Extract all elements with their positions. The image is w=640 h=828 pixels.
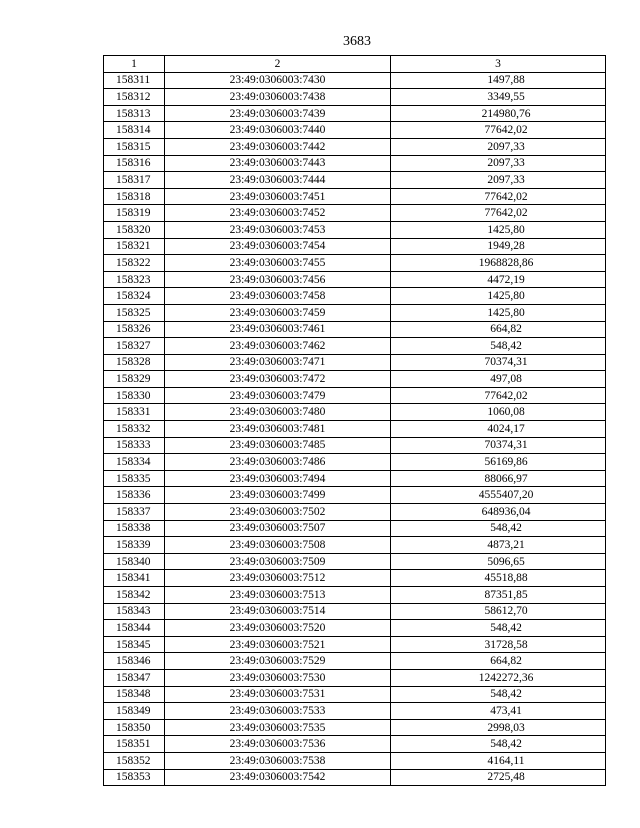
table-row	[104, 387, 606, 404]
value-cell: 1242272,36	[391, 669, 606, 686]
cadastral-number-cell: 23:49:0306003:7536	[165, 736, 391, 753]
value-cell: 2998,03	[391, 719, 606, 736]
value-cell: 45518,88	[391, 570, 606, 587]
row-number-cell: 158327	[104, 338, 165, 355]
row-number-cell: 158335	[104, 470, 165, 487]
cadastral-number-cell: 23:49:0306003:7542	[165, 769, 391, 786]
table-row	[104, 703, 606, 720]
table-row	[104, 404, 606, 421]
value-cell: 473,41	[391, 703, 606, 720]
table-row	[104, 454, 606, 471]
table-row	[104, 719, 606, 736]
cadastral-number-cell: 23:49:0306003:7451	[165, 188, 391, 205]
cadastral-number-cell: 23:49:0306003:7453	[165, 221, 391, 238]
value-cell: 548,42	[391, 338, 606, 355]
table-row	[104, 487, 606, 504]
value-cell: 1497,88	[391, 72, 606, 89]
row-number-cell: 158341	[104, 570, 165, 587]
value-cell: 664,82	[391, 653, 606, 670]
table-row	[104, 437, 606, 454]
table-row	[104, 653, 606, 670]
row-number-cell: 158344	[104, 620, 165, 637]
cadastral-number-cell: 23:49:0306003:7530	[165, 669, 391, 686]
value-cell: 87351,85	[391, 587, 606, 604]
cadastral-number-cell: 23:49:0306003:7443	[165, 155, 391, 172]
cadastral-number-cell: 23:49:0306003:7454	[165, 238, 391, 255]
cadastral-number-cell: 23:49:0306003:7485	[165, 437, 391, 454]
value-cell: 548,42	[391, 520, 606, 537]
row-number-cell: 158329	[104, 371, 165, 388]
cadastral-number-cell: 23:49:0306003:7481	[165, 421, 391, 438]
row-number-cell: 158347	[104, 669, 165, 686]
value-cell: 648936,04	[391, 504, 606, 521]
table-row	[104, 105, 606, 122]
value-cell: 2097,33	[391, 155, 606, 172]
row-number-cell: 158316	[104, 155, 165, 172]
cadastral-number-cell: 23:49:0306003:7444	[165, 172, 391, 189]
row-number-cell: 158353	[104, 769, 165, 786]
cadastral-number-cell: 23:49:0306003:7535	[165, 719, 391, 736]
row-number-cell: 158320	[104, 221, 165, 238]
row-number-cell: 158331	[104, 404, 165, 421]
row-number-cell: 158325	[104, 304, 165, 321]
page-number: 3683	[343, 34, 371, 49]
cadastral-number-cell: 23:49:0306003:7533	[165, 703, 391, 720]
row-number-cell: 158345	[104, 636, 165, 653]
document-table-container	[103, 55, 606, 786]
value-cell: 58612,70	[391, 603, 606, 620]
table-row	[104, 138, 606, 155]
table-row	[104, 354, 606, 371]
value-cell: 77642,02	[391, 122, 606, 139]
cadastral-number-cell: 23:49:0306003:7509	[165, 553, 391, 570]
row-number-cell: 158323	[104, 271, 165, 288]
cadastral-number-cell: 23:49:0306003:7520	[165, 620, 391, 637]
table-row	[104, 603, 606, 620]
cadastral-number-cell: 23:49:0306003:7461	[165, 321, 391, 338]
table-row	[104, 686, 606, 703]
value-cell: 497,08	[391, 371, 606, 388]
row-number-cell: 158319	[104, 205, 165, 222]
table-row	[104, 520, 606, 537]
row-number-cell: 158328	[104, 354, 165, 371]
value-cell: 4164,11	[391, 752, 606, 769]
value-cell: 1425,80	[391, 221, 606, 238]
cadastral-number-cell: 23:49:0306003:7513	[165, 587, 391, 604]
value-cell: 70374,31	[391, 437, 606, 454]
value-cell: 4024,17	[391, 421, 606, 438]
table-row	[104, 188, 606, 205]
row-number-cell: 158324	[104, 288, 165, 305]
row-number-cell: 158332	[104, 421, 165, 438]
value-cell: 664,82	[391, 321, 606, 338]
table-row	[104, 504, 606, 521]
cadastral-number-cell: 23:49:0306003:7471	[165, 354, 391, 371]
cadastral-number-cell: 23:49:0306003:7499	[165, 487, 391, 504]
value-cell: 548,42	[391, 736, 606, 753]
table-row	[104, 470, 606, 487]
value-cell: 77642,02	[391, 205, 606, 222]
row-number-cell: 158334	[104, 454, 165, 471]
cadastral-number-cell: 23:49:0306003:7486	[165, 454, 391, 471]
table-row	[104, 587, 606, 604]
row-number-cell: 158337	[104, 504, 165, 521]
row-number-cell: 158350	[104, 719, 165, 736]
cadastral-number-cell: 23:49:0306003:7494	[165, 470, 391, 487]
row-number-cell: 158336	[104, 487, 165, 504]
table-row	[104, 537, 606, 554]
value-cell: 70374,31	[391, 354, 606, 371]
value-cell: 548,42	[391, 620, 606, 637]
column-header-1: 1	[104, 56, 165, 73]
value-cell: 56169,86	[391, 454, 606, 471]
table-row	[104, 371, 606, 388]
cadastral-number-cell: 23:49:0306003:7456	[165, 271, 391, 288]
row-number-cell: 158352	[104, 752, 165, 769]
table-row	[104, 769, 606, 786]
table-row	[104, 271, 606, 288]
cadastral-number-cell: 23:49:0306003:7438	[165, 89, 391, 106]
table-row	[104, 172, 606, 189]
value-cell: 1060,08	[391, 404, 606, 421]
row-number-cell: 158318	[104, 188, 165, 205]
value-cell: 4472,19	[391, 271, 606, 288]
cadastral-number-cell: 23:49:0306003:7479	[165, 387, 391, 404]
table-row	[104, 620, 606, 637]
row-number-cell: 158346	[104, 653, 165, 670]
cadastral-number-cell: 23:49:0306003:7538	[165, 752, 391, 769]
row-number-cell: 158338	[104, 520, 165, 537]
value-cell: 214980,76	[391, 105, 606, 122]
value-cell: 2097,33	[391, 172, 606, 189]
table-row	[104, 736, 606, 753]
value-cell: 31728,58	[391, 636, 606, 653]
value-cell: 1425,80	[391, 288, 606, 305]
row-number-cell: 158349	[104, 703, 165, 720]
cadastral-number-cell: 23:49:0306003:7452	[165, 205, 391, 222]
value-cell: 1425,80	[391, 304, 606, 321]
table-row	[104, 421, 606, 438]
cadastral-values-table	[103, 55, 606, 786]
row-number-cell: 158340	[104, 553, 165, 570]
value-cell: 3349,55	[391, 89, 606, 106]
table-row	[104, 304, 606, 321]
table-row	[104, 255, 606, 272]
value-cell: 88066,97	[391, 470, 606, 487]
table-row	[104, 205, 606, 222]
cadastral-number-cell: 23:49:0306003:7455	[165, 255, 391, 272]
cadastral-number-cell: 23:49:0306003:7529	[165, 653, 391, 670]
cadastral-number-cell: 23:49:0306003:7442	[165, 138, 391, 155]
cadastral-number-cell: 23:49:0306003:7439	[165, 105, 391, 122]
row-number-cell: 158312	[104, 89, 165, 106]
cadastral-number-cell: 23:49:0306003:7514	[165, 603, 391, 620]
cadastral-number-cell: 23:49:0306003:7507	[165, 520, 391, 537]
row-number-cell: 158321	[104, 238, 165, 255]
table-header-row	[104, 56, 606, 73]
table-body	[104, 72, 606, 786]
table-row	[104, 238, 606, 255]
column-header-2: 2	[165, 56, 391, 73]
row-number-cell: 158342	[104, 587, 165, 604]
row-number-cell: 158317	[104, 172, 165, 189]
row-number-cell: 158348	[104, 686, 165, 703]
column-header-3: 3	[391, 56, 606, 73]
table-row	[104, 89, 606, 106]
cadastral-number-cell: 23:49:0306003:7472	[165, 371, 391, 388]
row-number-cell: 158330	[104, 387, 165, 404]
value-cell: 77642,02	[391, 387, 606, 404]
row-number-cell: 158326	[104, 321, 165, 338]
table-row	[104, 669, 606, 686]
table-row	[104, 338, 606, 355]
cadastral-number-cell: 23:49:0306003:7440	[165, 122, 391, 139]
cadastral-number-cell: 23:49:0306003:7430	[165, 72, 391, 89]
row-number-cell: 158339	[104, 537, 165, 554]
value-cell: 4873,21	[391, 537, 606, 554]
cadastral-number-cell: 23:49:0306003:7462	[165, 338, 391, 355]
table-row	[104, 636, 606, 653]
table-row	[104, 321, 606, 338]
cadastral-number-cell: 23:49:0306003:7508	[165, 537, 391, 554]
value-cell: 1949,28	[391, 238, 606, 255]
cadastral-number-cell: 23:49:0306003:7480	[165, 404, 391, 421]
table-row	[104, 553, 606, 570]
table-row	[104, 72, 606, 89]
value-cell: 77642,02	[391, 188, 606, 205]
table-row	[104, 752, 606, 769]
cadastral-number-cell: 23:49:0306003:7531	[165, 686, 391, 703]
cadastral-number-cell: 23:49:0306003:7458	[165, 288, 391, 305]
row-number-cell: 158313	[104, 105, 165, 122]
table-row	[104, 570, 606, 587]
table-row	[104, 288, 606, 305]
row-number-cell: 158311	[104, 72, 165, 89]
table-row	[104, 122, 606, 139]
value-cell: 1968828,86	[391, 255, 606, 272]
row-number-cell: 158314	[104, 122, 165, 139]
table-row	[104, 155, 606, 172]
cadastral-number-cell: 23:49:0306003:7502	[165, 504, 391, 521]
table-row	[104, 221, 606, 238]
value-cell: 548,42	[391, 686, 606, 703]
value-cell: 2725,48	[391, 769, 606, 786]
row-number-cell: 158315	[104, 138, 165, 155]
row-number-cell: 158343	[104, 603, 165, 620]
row-number-cell: 158322	[104, 255, 165, 272]
row-number-cell: 158333	[104, 437, 165, 454]
value-cell: 4555407,20	[391, 487, 606, 504]
cadastral-number-cell: 23:49:0306003:7521	[165, 636, 391, 653]
value-cell: 2097,33	[391, 138, 606, 155]
cadastral-number-cell: 23:49:0306003:7459	[165, 304, 391, 321]
row-number-cell: 158351	[104, 736, 165, 753]
cadastral-number-cell: 23:49:0306003:7512	[165, 570, 391, 587]
value-cell: 5096,65	[391, 553, 606, 570]
